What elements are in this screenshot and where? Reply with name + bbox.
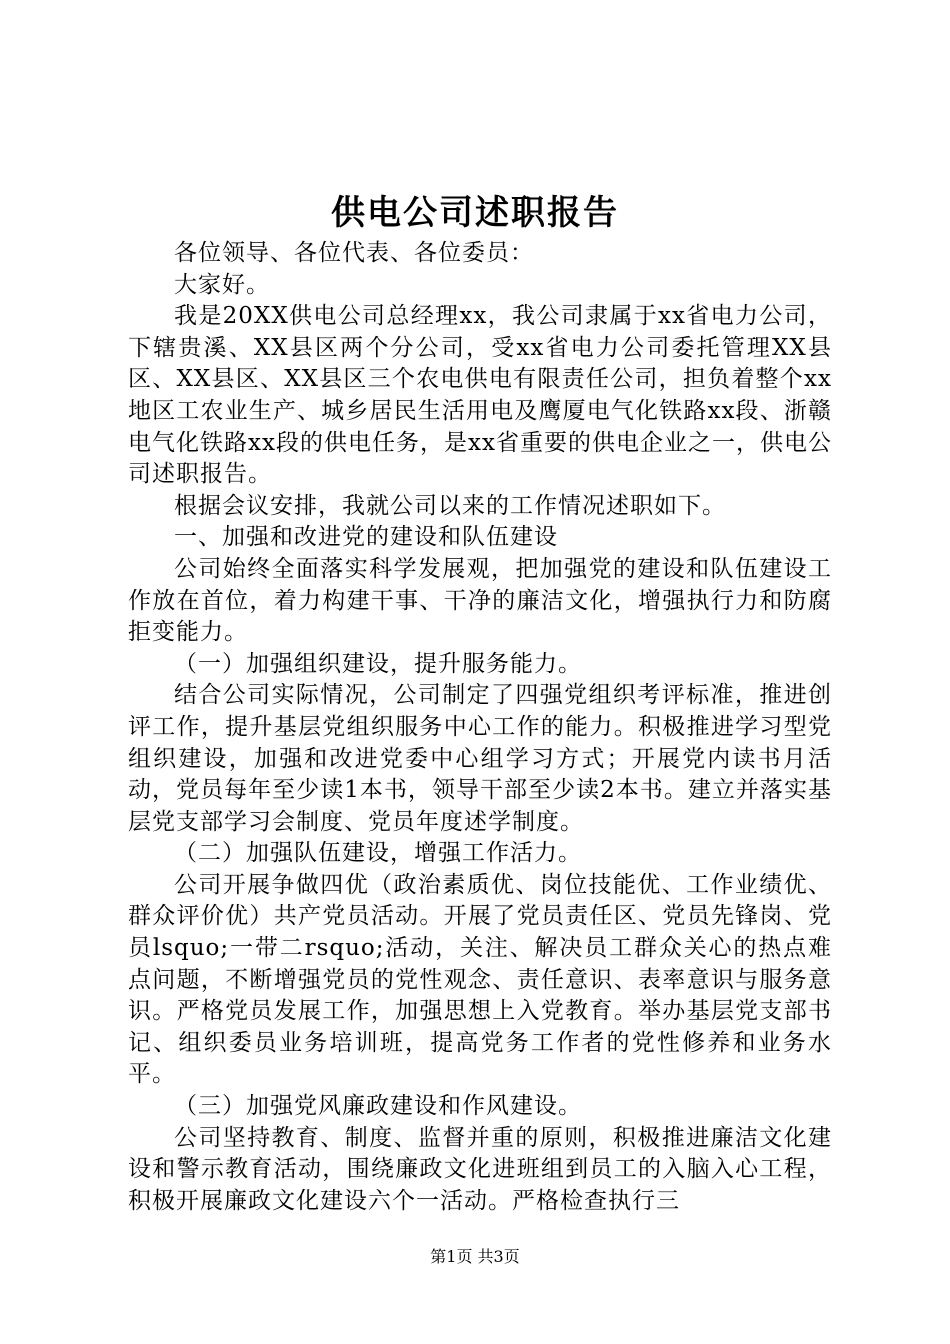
paragraph: 公司开展争做四优（政治素质优、岗位技能优、工作业绩优、群众评价优）共产党员活动。开展了党员责任区、党员先锋岗、党员lsquo;一带二rsquo;活动，关注、解决员工群众关心的热点难点问题，不断增强党员的党性观念、责任意识、表率意识与服务意识。严格党员发展工作，加强思想上入党教育。举办基层党支部书记、组织委员业务培训班，提高党务工作者的党性修养和业务水平。 [128,871,832,1088]
document-body [128,238,832,1217]
paragraph: 各位领导、各位代表、各位委员： [174,240,534,266]
paragraph: 公司坚持教育、制度、监督并重的原则，积极推进廉洁文化建设和警示教育活动，围绕廉政文化进班组到员工的入脑入心工程，积极开展廉政文化建设六个一活动。严格检查执行三 [128,1124,832,1214]
subsection-heading: （一）加强组织建设，提升服务能力。 [174,650,582,677]
document-title: 供电公司述职报告 [331,193,619,233]
paragraph: 公司始终全面落实科学发展观，把加强党的建设和队伍建设工作放在首位，着力构建干事、干净的廉洁文化，增强执行力和防腐拒变能力。 [128,555,832,646]
paragraph: 根据会议安排，我就公司以来的工作情况述职如下。 [174,492,726,519]
page-footer: 第1页 共3页 [430,1247,520,1266]
paragraph: 大家好。 [174,271,270,298]
paragraph: 结合公司实际情况，公司制定了四强党组织考评标准，推进创评工作，提升基层党组织服务中心工作的能力。积极推进学习型党组织建设，加强和改进党委中心组学习方式；开展党内读书月活动，党员每年至少读1本书，领导干部至少读2本书。建立并落实基层党支部学习会制度、党员年度述学制度。 [128,682,832,835]
subsection-heading: （二）加强队伍建设，增强工作活力。 [174,840,582,867]
subsection-heading: （三）加强党风廉政建设和作风建设。 [174,1093,582,1120]
paragraph: 我是20XX供电公司总经理xx，我公司隶属于xx省电力公司，下辖贵溪、XX县区两个分公司，受xx省电力公司委托管理XX县区、XX县区、XX县区三个农电供电有限责任公司，担负着整个xx地区工农业生产、城乡居民生活用电及鹰厦电气化铁路xx段、浙赣电气化铁路xx段的供电任务，是xx省重要的供电企业之一，供电公司述职报告。 [128,303,832,488]
section-heading: 一、加强和改进党的建设和队伍建设 [174,524,558,551]
